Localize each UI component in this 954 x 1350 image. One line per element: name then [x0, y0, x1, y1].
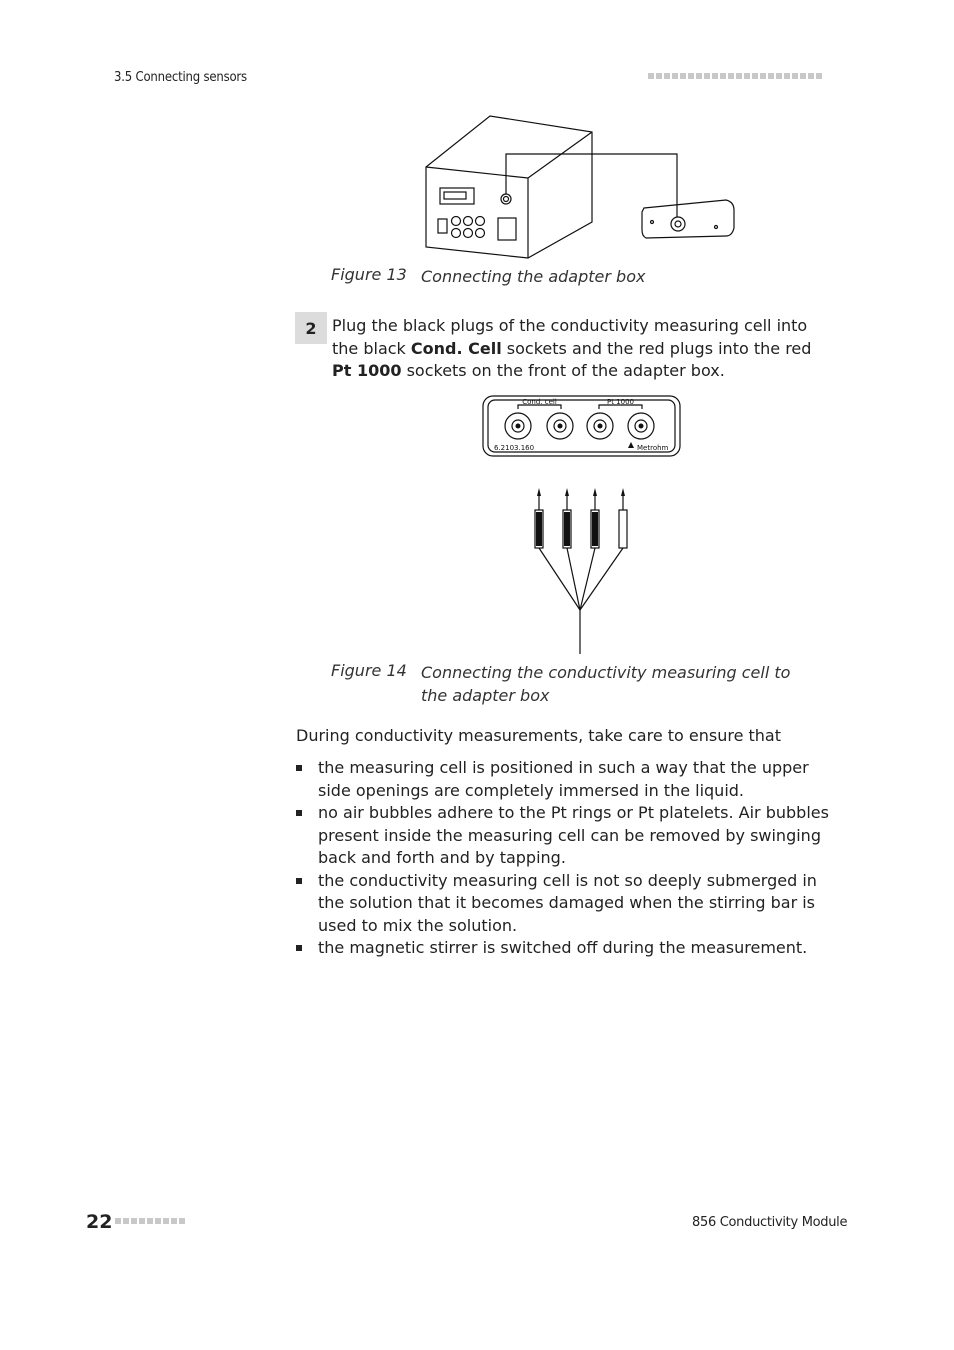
figure-13-caption: Connecting the adapter box [421, 267, 646, 286]
figure-13-illustration [420, 112, 740, 262]
step-text-part3: sockets on the front of the adapter box. [401, 361, 725, 380]
step-text-part1: Plug the black plugs of the conductivity measuring cell into the black [332, 316, 808, 358]
page-number: 22 [86, 1211, 113, 1233]
bullet-square-icon [296, 765, 302, 771]
adapter-label-pt1000: Pt 1000 [606, 398, 635, 406]
section-header: 3.5 Connecting sensors [114, 70, 247, 85]
adapter-brand: Metrohm [637, 444, 669, 452]
adapter-label-cond-cell: Cond. cell [522, 398, 557, 406]
header-decoration [648, 73, 822, 79]
intro-paragraph: During conductivity measurements, take care to ensure that [296, 726, 781, 745]
precautions-list [296, 757, 831, 960]
list-item: the magnetic stirrer is switched off during the measurement. [296, 937, 831, 960]
step-bold-pt1000: Pt 1000 [332, 361, 402, 380]
figure-14-number: Figure 14 [331, 661, 407, 680]
list-item: the conductivity measuring cell is not so deeply submerged in the solution that it becomes damaged when the stirring bar is used to mix the solution. [296, 870, 831, 938]
figure-14-illustration [480, 392, 685, 660]
step-instruction [332, 315, 832, 383]
figure-14-caption: Connecting the conductivity measuring cell to the adapter box [421, 663, 791, 705]
step-bold-cond-cell: Cond. Cell [410, 338, 502, 358]
step-text-part2: sockets and the red plugs into the red [501, 338, 812, 358]
list-item: no air bubbles adhere to the Pt rings or Pt platelets. Air bubbles present inside the measuring cell can be removed by swinging back and forth and by tapping. [296, 802, 831, 870]
bullet-square-icon [296, 810, 302, 816]
bullet-square-icon [296, 878, 302, 884]
adapter-part-number: 6.2103.160 [494, 444, 535, 452]
figure-13-number: Figure 13 [331, 265, 407, 284]
product-name: 856 Conductivity Module [692, 1215, 848, 1230]
step-number-badge: 2 [295, 312, 327, 344]
bullet-square-icon [296, 945, 302, 951]
footer-decoration [115, 1218, 185, 1224]
list-item: the measuring cell is positioned in such a way that the upper side openings are completely immersed in the liquid. [296, 757, 831, 802]
